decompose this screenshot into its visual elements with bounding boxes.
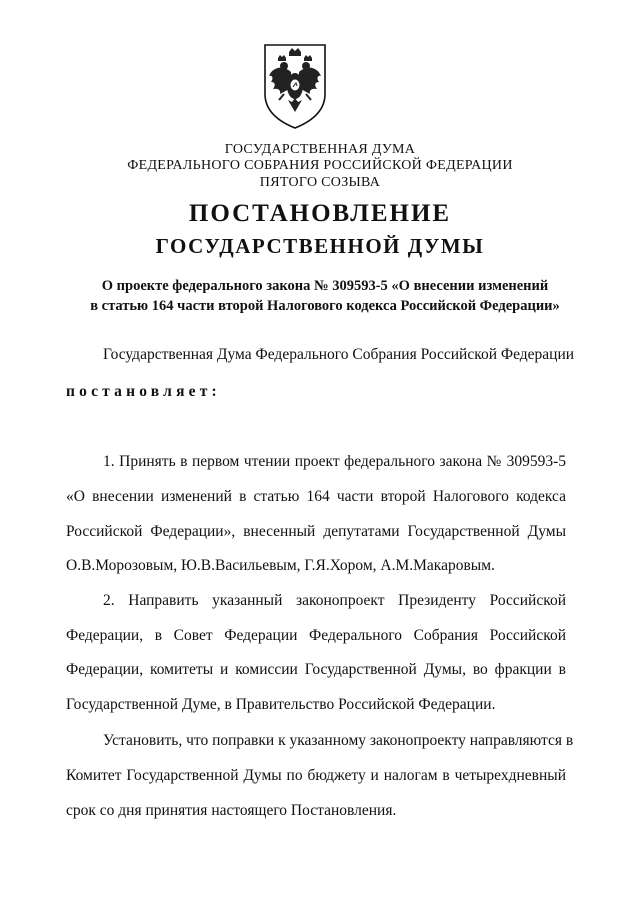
paragraph-1-line-1: 1. Принять в первом чтении проект федерального закона № 309593-5 bbox=[103, 453, 566, 470]
org-name-line-1: ГОСУДАРСТВЕННАЯ ДУМА bbox=[224, 142, 416, 157]
paragraph-2-line-2: Федерации, в Совет Федерации Федерального Собрания Российской bbox=[66, 627, 566, 644]
document-subject bbox=[60, 276, 590, 316]
convocation: ПЯТОГО СОЗЫВА bbox=[259, 175, 381, 190]
paragraph-2-line-3: Федерации, комитеты и комиссии Государственной Думы, во фракции в bbox=[66, 661, 566, 678]
paragraph-3-line-1: Установить, что поправки к указанному законопроекту направляются в bbox=[103, 732, 574, 749]
subject-line-2: в статью 164 части второй Налогового кодекса Российской Федерации» bbox=[90, 298, 560, 314]
document-title: ПОСТАНОВЛЕНИЕ bbox=[188, 200, 452, 227]
resolves-word: постановляет: bbox=[66, 383, 221, 400]
document-subtitle: ГОСУДАРСТВЕННОЙ ДУМЫ bbox=[155, 234, 485, 258]
paragraph-2-line-1: 2. Направить указанный законопроект Президенту Российской bbox=[103, 592, 566, 609]
subject-line-1: О проекте федерального закона № 309593-5 «О внесении изменений bbox=[101, 278, 549, 294]
russian-coat-of-arms-icon bbox=[262, 42, 328, 130]
paragraph-2-line-4: Государственной Думе, в Правительство Российской Федерации. bbox=[66, 696, 496, 713]
paragraph-1-line-4: О.В.Морозовым, Ю.В.Васильевым, Г.Я.Хором, А.М.Макаровым. bbox=[66, 557, 495, 574]
paragraph-3-line-3: срок со дня принятия настоящего Постановления. bbox=[66, 802, 397, 819]
intro-text: Государственная Дума Федерального Собрания Российской Федерации bbox=[103, 346, 575, 363]
org-name-line-2: ФЕДЕРАЛЬНОГО СОБРАНИЯ РОССИЙСКОЙ ФЕДЕРАЦИИ bbox=[127, 158, 513, 173]
paragraph-1-line-3: Российской Федерации», внесенный депутатами Государственной Думы bbox=[66, 523, 566, 540]
paragraph-1-line-2: «О внесении изменений в статью 164 части второй Налогового кодекса bbox=[66, 488, 566, 505]
paragraph-3-line-2: Комитет Государственной Думы по бюджету и налогам в четырехдневный bbox=[66, 767, 566, 784]
